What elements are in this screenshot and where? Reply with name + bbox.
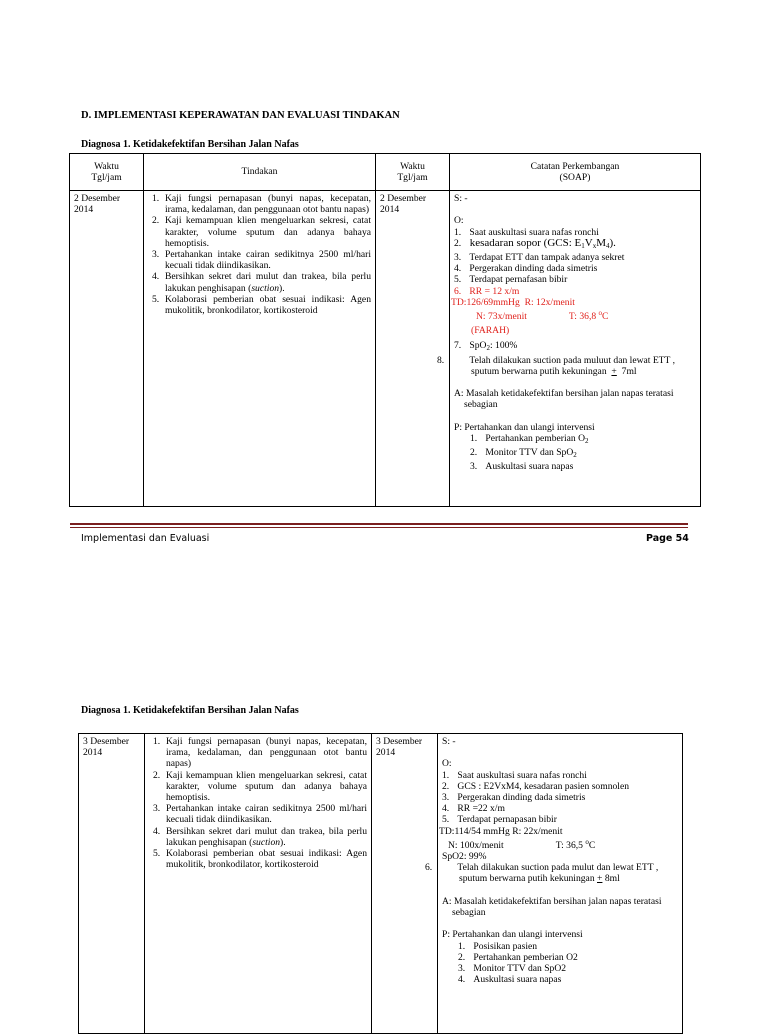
footer-rule-thin (70, 527, 688, 528)
header-tindakan: Tindakan (144, 154, 376, 191)
list-item: 4. Bersihkan sekret dari mulut dan trakea, bila perlu lakukan penghisapan (suction). (152, 271, 371, 294)
list-item: 1. Kaji fungsi pernapasan (bunyi napas, kecepatan, irama, kedalaman, dan penggunaan otot bantu napas) (153, 736, 367, 770)
table-row (70, 191, 701, 507)
date-cell: 2 Desember 2014 (376, 191, 450, 507)
table-row (79, 734, 683, 1034)
implementation-table-2 (78, 733, 683, 1034)
date-cell: 3 Desember 2014 (372, 734, 438, 1034)
footer-rule (70, 523, 688, 525)
list-item: 5. Kolaborasi pemberian obat sesuai indikasi: Agen mukolitik, bronkodilator, kortikosteroid (153, 848, 367, 871)
date-cell: 2 Desember 2014 (70, 191, 144, 507)
list-item: 4. Bersihkan sekret dari mulut dan trakea, bila perlu lakukan penghisapan (suction). (153, 825, 367, 848)
header-catatan: Catatan Perkembangan (SOAP) (450, 154, 701, 191)
list-item: 2. Kaji kemampuan klien mengeluarkan sekresi, catat karakter, volume sputum dan adanya bahaya hemoptisis. (153, 769, 367, 804)
diagnosis-title-2: Diagnosa 1. Ketidakefektifan Bersihan Jalan Nafas (81, 705, 299, 716)
table-header-row (70, 154, 701, 191)
footer-left: Implementasi dan Evaluasi (81, 533, 210, 544)
header-waktu: Waktu Tgl/jam (70, 154, 144, 191)
list-item: 1. Kaji fungsi pernapasan (bunyi napas, kecepatan, irama, kedalaman, dan penggunaan otot bantu napas) (152, 193, 371, 216)
list-item: 2. Kaji kemampuan klien mengeluarkan sekresi, catat karakter, volume sputum dan adanya bahaya hemoptisis. (152, 215, 371, 249)
tindakan-cell (144, 191, 376, 507)
page-number: Page 54 (646, 533, 689, 544)
diagnosis-title: Diagnosa 1. Ketidakefektifan Bersihan Jalan Nafas (81, 139, 299, 150)
list-item: 3. Pertahankan intake cairan sedikitnya 2500 ml/hari kecuali tidak diindikasikan. (152, 249, 371, 272)
list-item: 3. Pertahankan intake cairan sedikitnya 2500 ml/hari kecuali tidak diindikasikan. (153, 803, 367, 826)
soap-cell: S: - O: 1. Saat auskultasi suara nafas ronchi 2. GCS : E2VxM4, kesadaran pasien somnolen 3. Pergerakan dinding dada simetris 4. RR =22 x/m 5. Terdapat pernapasan bibir TD:114/54 mmHg R: 22x/menit N: 100x/menit T: 36,5 $^o$C SpO2: 99% 6. Telah dilakukan suction pada mulut dan lewat ETT , sputum berwarna putih kekuningan + 8ml A: Masalah ketidakefektifan bersihan jalan napas teratasi sebagian P: Pertahankan dan ulangi intervensi 1. Posisikan pasien 2. Pertahankan pemberian O2 3. Monitor TTV dan SpO2 4. Auskultasi suara napas (438, 734, 683, 1034)
implementation-table-1 (69, 153, 701, 507)
soap-cell: S: - O: 1. Saat auskultasi suara nafas ronchi 2. kesadaran sopor (GCS: $E_1V_xM_4$). 3. Terdapat ETT dan tampak adanya sekret 4. Pergerakan dinding dada simetris 5. Terdapat pernafasan bibir 6. RR = 12 x/m TD:126/69mmHg R: 12x/menit N: 73x/menit T: 36,8 $^o$C (FARAH) 7. SpO$_2$: 100% 8. Telah dilakukan suction pada muluut dan lewat ETT , sputum berwarna putih kekuningan + 7ml A: Masalah ketidakefektifan bersihan jalan napas teratasi sebagian P: Pertahankan dan ulangi intervensi 1. Pertahankan pemberian $O_2$ 2. Monitor TTV dan SpO$_2$ 3. Auskultasi suara napas (450, 191, 701, 507)
tindakan-cell (145, 734, 372, 1034)
section-title: D. IMPLEMENTASI KEPERAWATAN DAN EVALUASI TINDAKAN (81, 110, 400, 121)
list-item: 5. Kolaborasi pemberian obat sesuai indikasi: Agen mukolitik, bronkodilator, kortikosteroid (152, 293, 371, 317)
date-cell: 3 Desember 2014 (79, 734, 145, 1034)
header-waktu-2: Waktu Tgl/jam (376, 154, 450, 191)
